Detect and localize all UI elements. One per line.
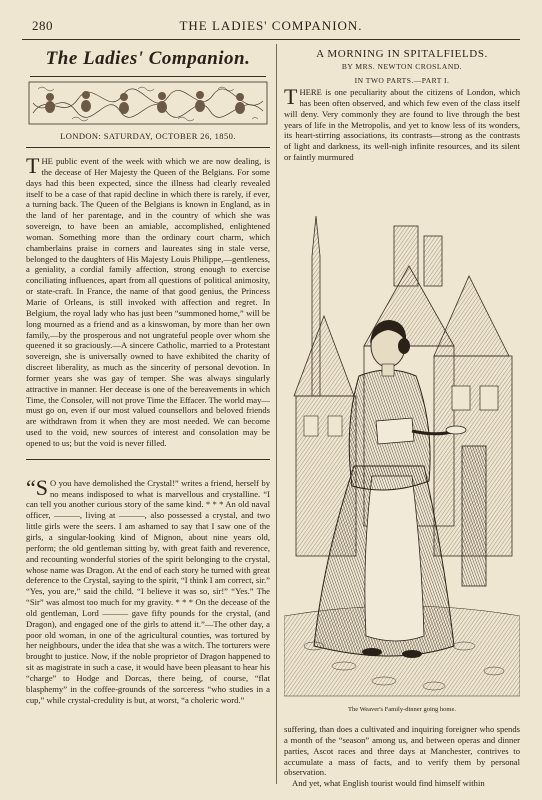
paragraph-text: O you have demolished the Crystal!” writes a friend, herself by no means indisposed to what is marvellous and crystalline. “I can tell you another curious story of the same kind. * * * An old naval officer, ———, living at ———, also possessed a crystal, and two little girls were the seers. I am ashamed to say that I saw one of the girls, a singular-looking kind of Mignon, about nine years old, perform; the old gentleman sitting by, with great faith and reverence, and recounting wonderful stories of the spirit belonging to the crystal, whose name was Dragon. At the end of each story he turned with great deference to the Crystal, saying to the spirit, “I think I am correct, sir.” “Yes, you are,” said the child. “I believe it was so, sir!” “Yes.” The “Sir” was almost too much for my gravity. * * * On the decease of the old gentleman, Lord ——— gave fifty pounds for the crystal, (and Dragon), and engaged one of the girls to attend it.”—The other day, a poor old woman, in one of the agricultural counties, was tortured by her neighbours, under the idea that she was a witch. The torturers were brought to justice. Now, if the noble proprietor of Dragon happened to sit as magistrate in such a case, it would have been pleasant to hear his “charge” to Hodge and Dorcas, there being, of course, “flat blasphemy” in the coffee-grounds of the sorceress “who studies in a cup,” while crystal-credulity is but, at worst, “a choleric word.” (26, 477, 270, 705)
cherub-ornament-illustration (28, 81, 268, 125)
column-divider (276, 44, 277, 784)
illustration-caption: The Weaver's Family-dinner going home. (348, 706, 456, 713)
article-intro (284, 84, 520, 163)
right-column (284, 46, 520, 789)
article-title: A MORNING IN SPITALFIELDS. (316, 48, 488, 60)
section-rule (26, 459, 270, 460)
paragraph-text: HERE is one peculiarity about the citizens of London, which has been often observed, and which few even of the class itself will deny. Very commonly they are found to live through the best years of life in the Metropolis, and yet to know less of its wonders, its heart-stirring associations, its contrasts—strong as the contrasts of light and darkness, its well-nigh infinite resources, and its silent or faintly murmured (284, 87, 520, 163)
paragraph-text: And yet, what English tourist would find himself within (292, 778, 485, 789)
masthead: The Ladies' Companion. (45, 48, 251, 69)
editorial-paragraph-2 (26, 474, 270, 706)
dateline: LONDON: SATURDAY, OCTOBER 26, 1850. (60, 131, 236, 141)
page-number: 280 (32, 18, 53, 33)
paragraph-text: suffering, than does a cultivated and inquiring foreigner who spends a month of the “season” among us, and between operas and dinner parties, Ascot races and three days at Manchester, contrives to accumulate a mass of facts, and to verify them by personal observation. (284, 724, 520, 778)
dropcap: T (26, 153, 40, 178)
masthead-rule (30, 76, 266, 77)
byline: BY MRS. NEWTON CROSLAND. (341, 62, 463, 71)
dateline-rule (26, 147, 270, 148)
part-heading: IN TWO PARTS.—PART I. (354, 76, 450, 85)
newspaper-page (14, 14, 528, 792)
left-column (26, 46, 270, 706)
running-header (14, 14, 528, 38)
paragraph-text: HE public event of the week with which we are now dealing, is the decease of Her Majesty the Queen of the Belgians. For some days had this been expected, since the illness had clearly revealed itself to be a case of that rapid decline in which there is rarely, if ever, a turning back. The Queen of the Belgians is known in England, as in the land of her parentage, and in the country of which she was sovereign, to have been an amiable, accomplished, enlightened woman. Something more than the ordinary court charm, which chamberlains praise in corners and laureates sing in stale verse, belonged to the daughters of His Majesty Louis Philippe,—gentleness, a geniality, a cordial family affection, strong enough to exercise conciliating influences, apart from all questions of political animosity, or state-craft. In France, the name of that good genius, the Princess Marie of Orleans, is still invoked with affection and regret. In Belgium, the royal lady who has just been “summoned home,” will be long mourned as a friend and as a kinswoman, by more than her own family,—by the prosperous and not ungrateful people over whom she queened it so graciously.—A sincere Catholic, married to a Protestant sovereign, she is universally owned to have exhibited the charity of discreet liberality, as much as the sincerity of personal devotion. In former years she was gay of temper. She was always singularly attractive in manner. Her decease is one of the bereavements in which Time, the Consoler, will not prove Time the Effacer. The world may—must go on, even if our most valued counsellors and beloved friends are withdrawn from it when they are most needed. We can become used to the void, new sources of interest and consolation may be opened to us; but the void is never filled. (26, 156, 270, 448)
weaver-woman-engraving (284, 196, 520, 704)
editorial-paragraph-1 (26, 153, 270, 449)
running-title: THE LADIES' COMPANION. (179, 18, 363, 33)
dropcap: T (284, 84, 298, 109)
header-rule (22, 39, 520, 40)
dropcap: “S (26, 474, 48, 500)
article-continuation (284, 724, 520, 789)
